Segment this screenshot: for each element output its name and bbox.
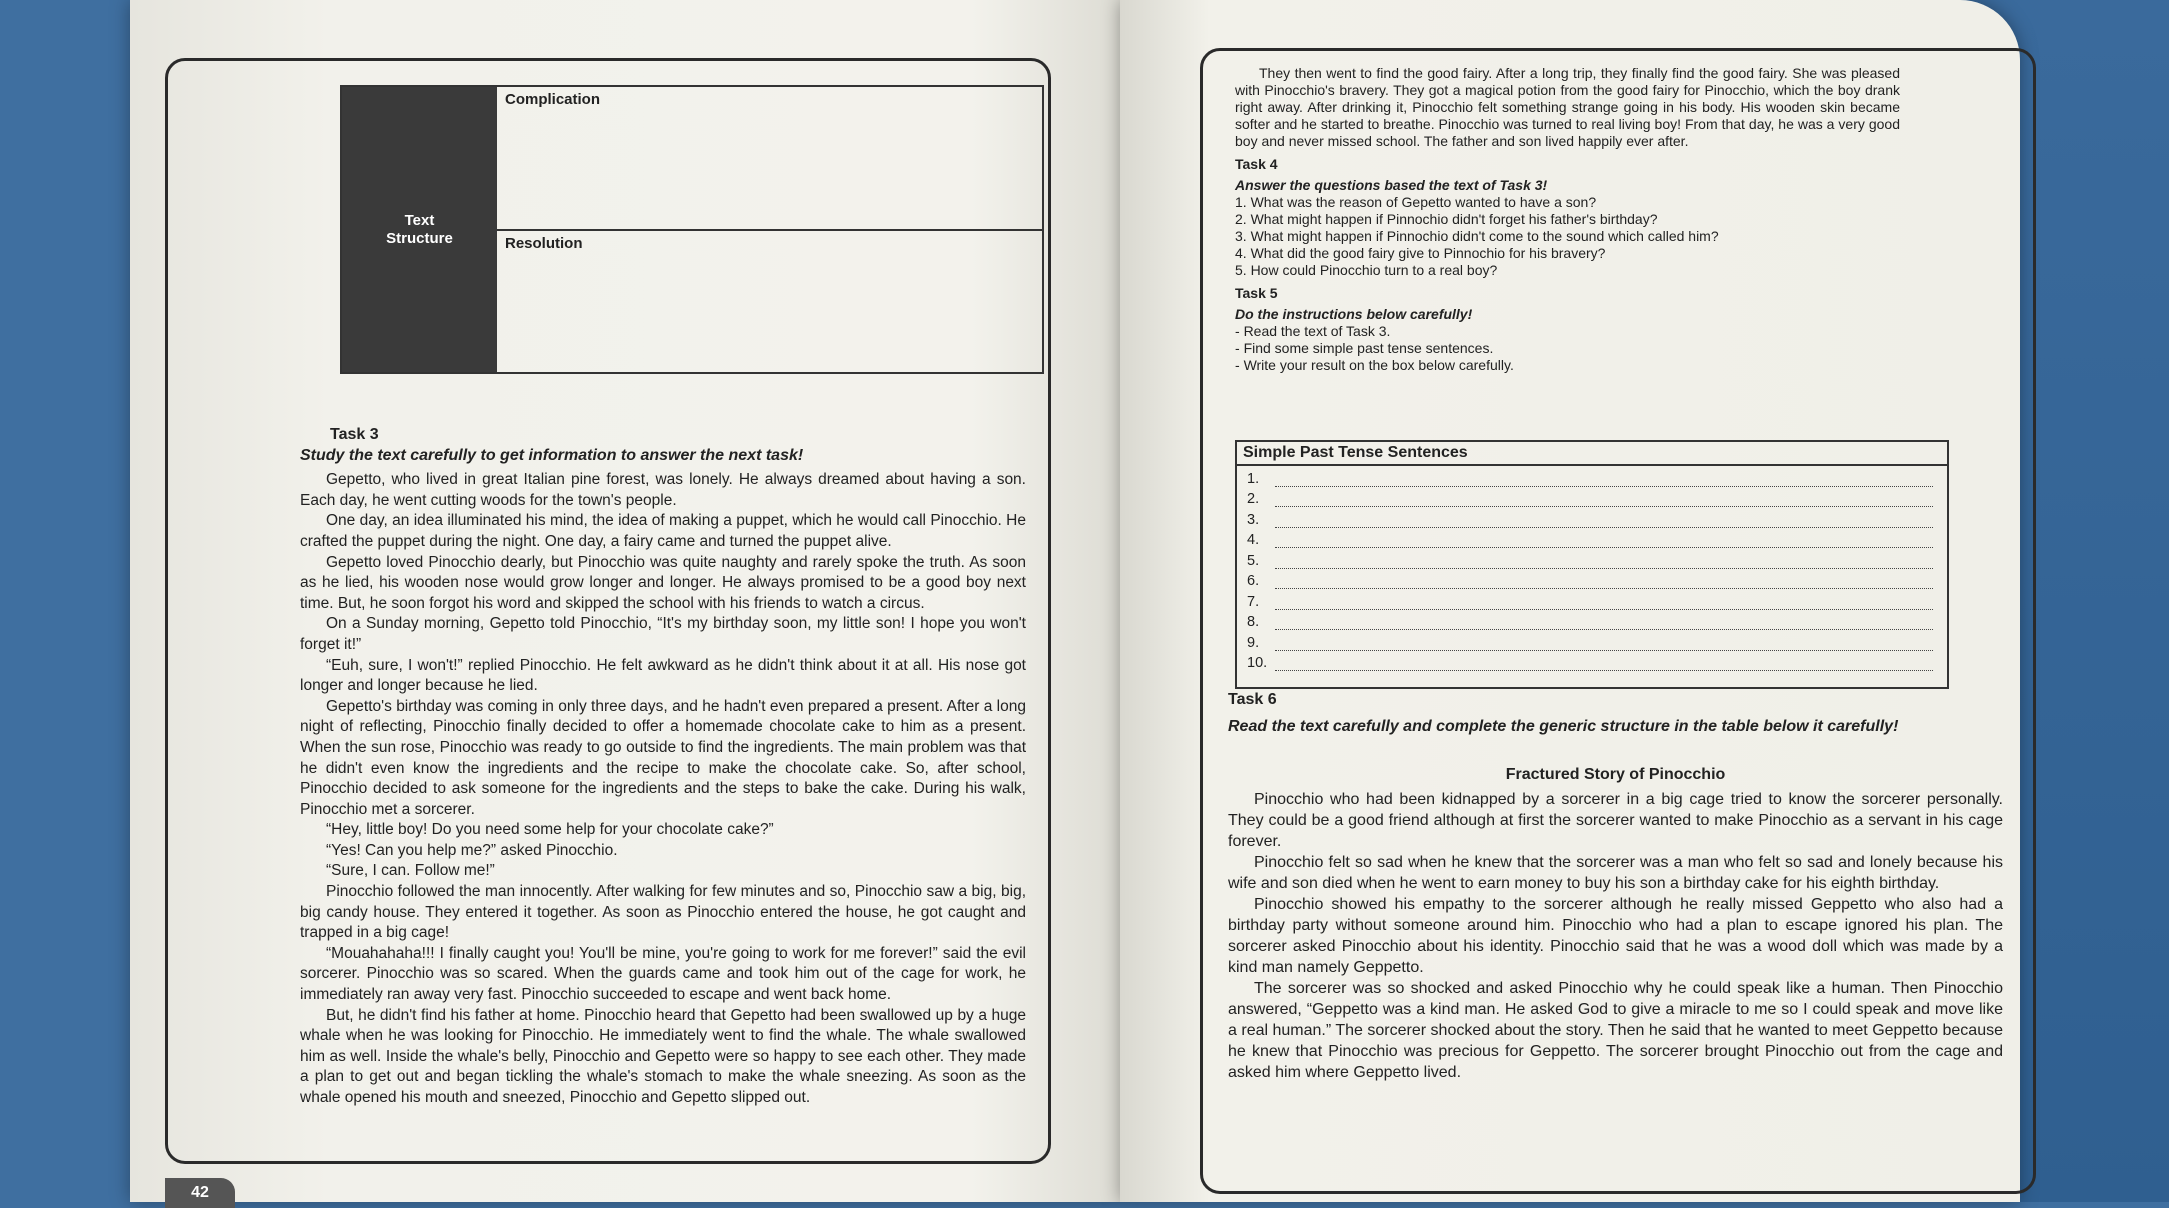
answer-line[interactable] xyxy=(1237,589,1947,610)
story-paragraph: Pinocchio showed his empathy to the sorcerer although he really missed Geppetto who also had a birthday party without someone around him. Pinocchio who had a plan to escape ignored his plan. The sorcerer asked Pinocchio about his identity. Pinocchio said that he was a wood doll which was made by a kind man namely Geppetto. xyxy=(1228,896,2003,976)
resolution-label: Resolution xyxy=(505,234,583,252)
story-paragraph: Gepetto, who lived in great Italian pine forest, was lonely. He always dreamed about having a son. Each day, he went cutting woods for the town's people. xyxy=(300,471,1026,509)
text-structure-table xyxy=(340,85,1044,374)
task6-instruction: Read the text carefully and complete the generic structure in the table below it carefully! xyxy=(1228,717,1899,735)
story-paragraph: “Yes! Can you help me?” asked Pinocchio. xyxy=(326,841,618,859)
question-item: 2. What might happen if Pinnochio didn't forget his father's birthday? xyxy=(1235,211,1658,227)
answer-line[interactable] xyxy=(1237,487,1947,508)
right-top-section xyxy=(1235,65,1900,374)
answer-line[interactable] xyxy=(1237,528,1947,549)
story-paragraph: “Hey, little boy! Do you need some help for your chocolate cake?” xyxy=(326,821,774,839)
dotted-line xyxy=(1275,494,1933,507)
answer-line[interactable] xyxy=(1237,569,1947,590)
task6-header xyxy=(1228,690,2003,737)
simple-past-box xyxy=(1235,440,1949,689)
story-paragraph: But, he didn't find his father at home. Pinocchio heard that Gepetto had been swallowed up by a huge whale when he was looking for Pinocchio. He immediately went to find the whale. The whale swallowed him as well. Inside the whale's belly, Pinocchio and Gepetto were so happy to see each other. They made a plan to get out and began tickling the whale's stomach to make the whale sneezing. As soon as the whale opened his mouth and sneezed, Pinocchio and Gepetto slipped out. xyxy=(300,1006,1026,1106)
question-item: 5. How could Pinocchio turn to a real boy? xyxy=(1235,262,1498,278)
line-number: 8. xyxy=(1247,614,1260,630)
story-paragraph: Gepetto's birthday was coming in only three days, and he hadn't even prepared a present. After a long night of reflecting, Pinocchio finally decided to offer a homemade chocolate cake to him as a present. When the sun rose, Pinocchio was ready to go outside to find the ingredients. The main problem was that he didn't even know the ingredients and the recipe to make the chocolate cake. So, after school, Pinocchio decided to ask someone for the ingredients and the steps to bake the cake. During his walk, Pinocchio met a sorcerer. xyxy=(300,697,1026,818)
resolution-row xyxy=(497,231,1042,373)
step-item: - Read the text of Task 3. xyxy=(1235,323,1900,340)
story-paragraph: “Sure, I can. Follow me!” xyxy=(326,862,495,880)
question-item: 4. What did the good fairy give to Pinnochio for his bravery? xyxy=(1235,245,1606,261)
line-number: 6. xyxy=(1247,573,1260,589)
task5-steps xyxy=(1235,323,1900,374)
story-paragraph: On a Sunday morning, Gepetto told Pinocchio, “It's my birthday soon, my little son! I hope you won't forget it!” xyxy=(300,615,1026,653)
task6-section xyxy=(1228,762,2003,1083)
dotted-line xyxy=(1275,556,1933,569)
dotted-line xyxy=(1275,638,1933,651)
answer-line[interactable] xyxy=(1237,466,1947,487)
dotted-line xyxy=(1275,597,1933,610)
task6-title: Task 6 xyxy=(1228,691,1277,708)
dotted-line xyxy=(1275,474,1933,487)
text-structure-label: Text Structure xyxy=(342,87,497,372)
answer-line[interactable] xyxy=(1237,548,1947,569)
complication-row xyxy=(497,87,1042,231)
story-paragraph: Pinocchio who had been kidnapped by a sorcerer in a big cage tried to know the sorcerer personally. They could be a good friend although at first the sorcerer wanted to make Pinocchio as a servant in his cage forever. xyxy=(1228,791,2003,850)
question-item: 1. What was the reason of Gepetto wanted to have a son? xyxy=(1235,194,1597,210)
task5-title: Task 5 xyxy=(1235,285,1278,301)
task4-title: Task 4 xyxy=(1235,156,1278,172)
dotted-line xyxy=(1275,515,1933,528)
step-item: - Find some simple past tense sentences. xyxy=(1235,340,1900,357)
dotted-line xyxy=(1275,658,1933,671)
story-paragraph: Pinocchio followed the man innocently. After walking for few minutes and so, Pinocchio saw a big, big, big candy house. They entered it together. As soon as Pinocchio entered the house, he got caught and trapped in a big cage! xyxy=(300,883,1026,942)
line-number: 9. xyxy=(1247,634,1260,651)
task5-instruction: Do the instructions below carefully! xyxy=(1235,306,1473,322)
answer-line[interactable] xyxy=(1237,630,1947,651)
question-item: 3. What might happen if Pinnochio didn't come to the sound which called him? xyxy=(1235,228,1719,244)
story-paragraph: “Mouahahaha!!! I finally caught you! You'll be mine, you're going to work for me forever!” said the evil sorcerer. Pinocchio was so scared. When the guards came and took him out of the cage for work, he immediately ran away very fast. Pinocchio succeeded to escape and went back home. xyxy=(300,944,1026,1004)
task4-instruction: Answer the questions based the text of Task 3! xyxy=(1235,177,1548,193)
story-paragraph: The sorcerer was so shocked and asked Pinocchio why he could speak like a human. Then Pinocchio answered, “Geppetto was a kind man. He asked God to give a miracle to me so I could speak and move like a real human.” The sorcerer shocked about the story. Then he said that he wanted to meet Geppetto because he knew that Pinocchio was precious for Geppetto. The sorcerer brought Pinocchio out from the cage and asked him where Geppetto lived. xyxy=(1228,980,2003,1081)
line-number: 4. xyxy=(1247,532,1260,548)
story-ending-paragraph: They then went to find the good fairy. After a long trip, they finally find the good fairy. She was pleased with Pinocchio's bravery. They got a magical potion from the good fairy for Pinocchio, which the boy drank right away. After drinking it, Pinocchio felt something strange going in his body. His wooden skin became softer and he started to breathe. Pinocchio was turned to real living boy! From that day, he was a very good boy and never missed school. The father and son lived happily ever after. xyxy=(1235,65,1900,149)
dotted-line xyxy=(1275,617,1933,630)
line-number: 1. xyxy=(1247,470,1260,487)
story-paragraph: Gepetto loved Pinocchio dearly, but Pinocchio was quite naughty and rarely spoke the truth. As soon as he lied, his wooden nose would grow longer and longer. He always promised to be a good boy next time. But, he soon forgot his word and skipped the school with his friends to watch a circus. xyxy=(300,553,1026,612)
dotted-line xyxy=(1275,535,1933,548)
story-paragraph: Pinocchio felt so sad when he knew that the sorcerer was a man who felt so sad and lonely because his wife and son died when he went to earn money to buy his son a birthday cake for his eighth birthday. xyxy=(1228,854,2003,892)
answer-line[interactable] xyxy=(1237,651,1947,672)
story-paragraph: One day, an idea illuminated his mind, the idea of making a puppet, which he would call Pinocchio. He crafted the puppet during the night. One day, a fairy came and turned the puppet alive. xyxy=(300,512,1026,550)
story-title: Fractured Story of Pinocchio xyxy=(1505,766,1726,783)
task4-questions xyxy=(1235,194,1900,279)
task3-title: Task 3 xyxy=(330,426,379,443)
page-number: 42 xyxy=(165,1178,235,1208)
task3-section xyxy=(300,425,1026,1109)
line-number: 10. xyxy=(1247,655,1268,671)
dotted-line xyxy=(1275,576,1933,589)
line-number: 3. xyxy=(1247,511,1260,528)
task3-instruction: Study the text carefully to get information to answer the next task! xyxy=(300,446,804,464)
story-paragraph: “Euh, sure, I won't!” replied Pinocchio. He felt awkward as he didn't think about it at all. His nose got longer and longer because he lied. xyxy=(300,656,1026,695)
simple-past-box-title: Simple Past Tense Sentences xyxy=(1237,442,1947,466)
answer-line[interactable] xyxy=(1237,610,1947,631)
line-number: 7. xyxy=(1247,593,1260,610)
answer-line[interactable] xyxy=(1237,507,1947,528)
step-item: - Write your result on the box below carefully. xyxy=(1235,357,1900,374)
line-number: 2. xyxy=(1247,491,1260,507)
line-number: 5. xyxy=(1247,552,1260,569)
complication-label: Complication xyxy=(505,91,601,108)
